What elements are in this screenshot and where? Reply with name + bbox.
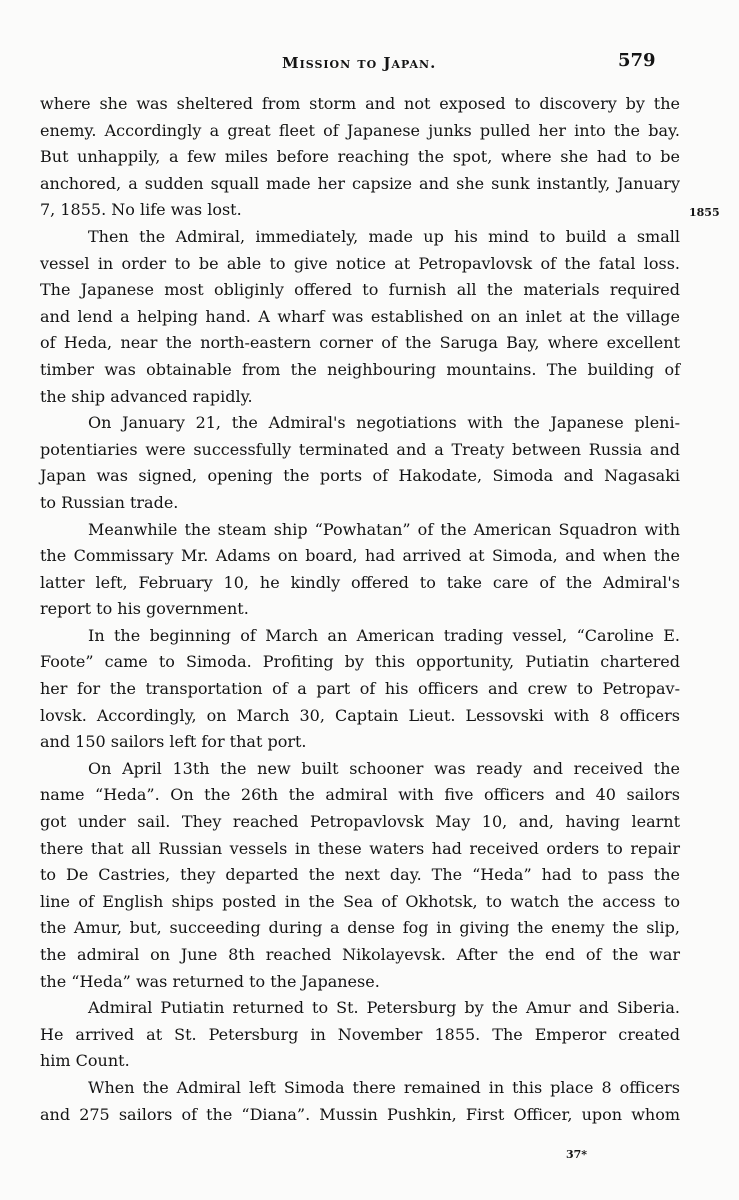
- text-line: He arrived at St. Petersburg in November 1855. The Emperor created: [40, 1024, 680, 1044]
- text-line: and 275 sailors of the “Diana”. Mussin Pushkin, First Officer, upon whom: [40, 1104, 680, 1124]
- text-line: Admiral Putiatin returned to St. Petersburg by the Amur and Siberia.: [88, 998, 680, 1018]
- text-line: Foote” came to Simoda. Profiting by this opportunity, Putiatin chartered: [40, 652, 680, 672]
- text-line: name “Heda”. On the 26th the admiral with five officers and 40 sailors: [40, 785, 680, 805]
- text-line: line of English ships posted in the Sea of Okhotsk, to watch the access to: [40, 891, 680, 911]
- text-line: anchored, a sudden squall made her capsize and she sunk instantly, January: [40, 173, 680, 193]
- text-line: latter left, February 10, he kindly offered to take care of the Admiral's: [40, 572, 680, 592]
- text-line: where she was sheltered from storm and not exposed to discovery by the: [40, 94, 680, 113]
- text-line: report to his government.: [40, 599, 249, 619]
- text-line: the ship advanced rapidly.: [40, 386, 253, 406]
- margin-year-note: 1855: [689, 206, 720, 219]
- text-line: On January 21, the Admiral's negotiations with the Japanese pleni-: [88, 413, 680, 433]
- text-line: of Heda, near the north-eastern corner of the Saruga Bay, where excellent: [40, 333, 680, 353]
- text-line: On April 13th the new built schooner was ready and received the: [88, 758, 680, 778]
- text-line: got under sail. They reached Petropavlovsk May 10, and, having learnt: [40, 812, 680, 832]
- text-line: In the beginning of March an American trading vessel, “Caroline E.: [88, 625, 680, 645]
- text-line: Then the Admiral, immediately, made up his mind to build a small: [88, 226, 680, 246]
- text-line: Meanwhile the steam ship “Powhatan” of the American Squadron with: [88, 519, 680, 539]
- text-line: the admiral on June 8th reached Nikolayevsk. After the end of the war: [40, 945, 680, 964]
- text-line: the Commissary Mr. Adams on board, had arrived at Simoda, and when the: [40, 546, 680, 566]
- text-line: enemy. Accordingly a great fleet of Japanese junks pulled her into the bay.: [40, 120, 680, 140]
- text-line: Japan was signed, opening the ports of Hakodate, Simoda and Nagasaki: [40, 466, 680, 486]
- text-line: potentiaries were successfully terminated and a Treaty between Russia and: [40, 439, 680, 459]
- text-line: to Russian trade.: [40, 492, 179, 512]
- page-number: 579: [618, 50, 656, 71]
- text-line: 7, 1855. No life was lost.: [40, 200, 242, 220]
- text-line: But unhappily, a few miles before reaching the spot, where she had to be: [40, 147, 680, 167]
- text-line: When the Admiral left Simoda there remained in this place 8 officers: [88, 1077, 680, 1097]
- text-line: timber was obtainable from the neighbouring mountains. The building of: [40, 359, 680, 379]
- text-line: to De Castries, they departed the next day. The “Heda” had to pass the: [40, 865, 680, 885]
- text-line: there that all Russian vessels in these waters had received orders to repair: [40, 838, 680, 858]
- text-line: vessel in order to be able to give notice at Petropavlovsk of the fatal loss.: [40, 253, 680, 273]
- text-line: The Japanese most obliginly offered to furnish all the materials required: [40, 280, 680, 300]
- text-line: and lend a helping hand. A wharf was established on an inlet at the village: [40, 306, 680, 326]
- running-title: Mission to Japan.: [282, 54, 437, 72]
- text-line: her for the transportation of a part of his officers and crew to Petropav-: [40, 679, 680, 699]
- running-head: [0, 50, 739, 78]
- signature-mark: 37*: [566, 1148, 588, 1161]
- text-line: the “Heda” was returned to the Japanese.: [40, 971, 380, 991]
- text-line: the Amur, but, succeeding during a dense fog in giving the enemy the slip,: [40, 918, 680, 938]
- text-line: lovsk. Accordingly, on March 30, Captain Lieut. Lessovski with 8 officers: [40, 705, 680, 725]
- text-line: him Count.: [40, 1051, 130, 1071]
- body-text: [40, 91, 680, 1128]
- text-line: and 150 sailors left for that port.: [40, 732, 307, 752]
